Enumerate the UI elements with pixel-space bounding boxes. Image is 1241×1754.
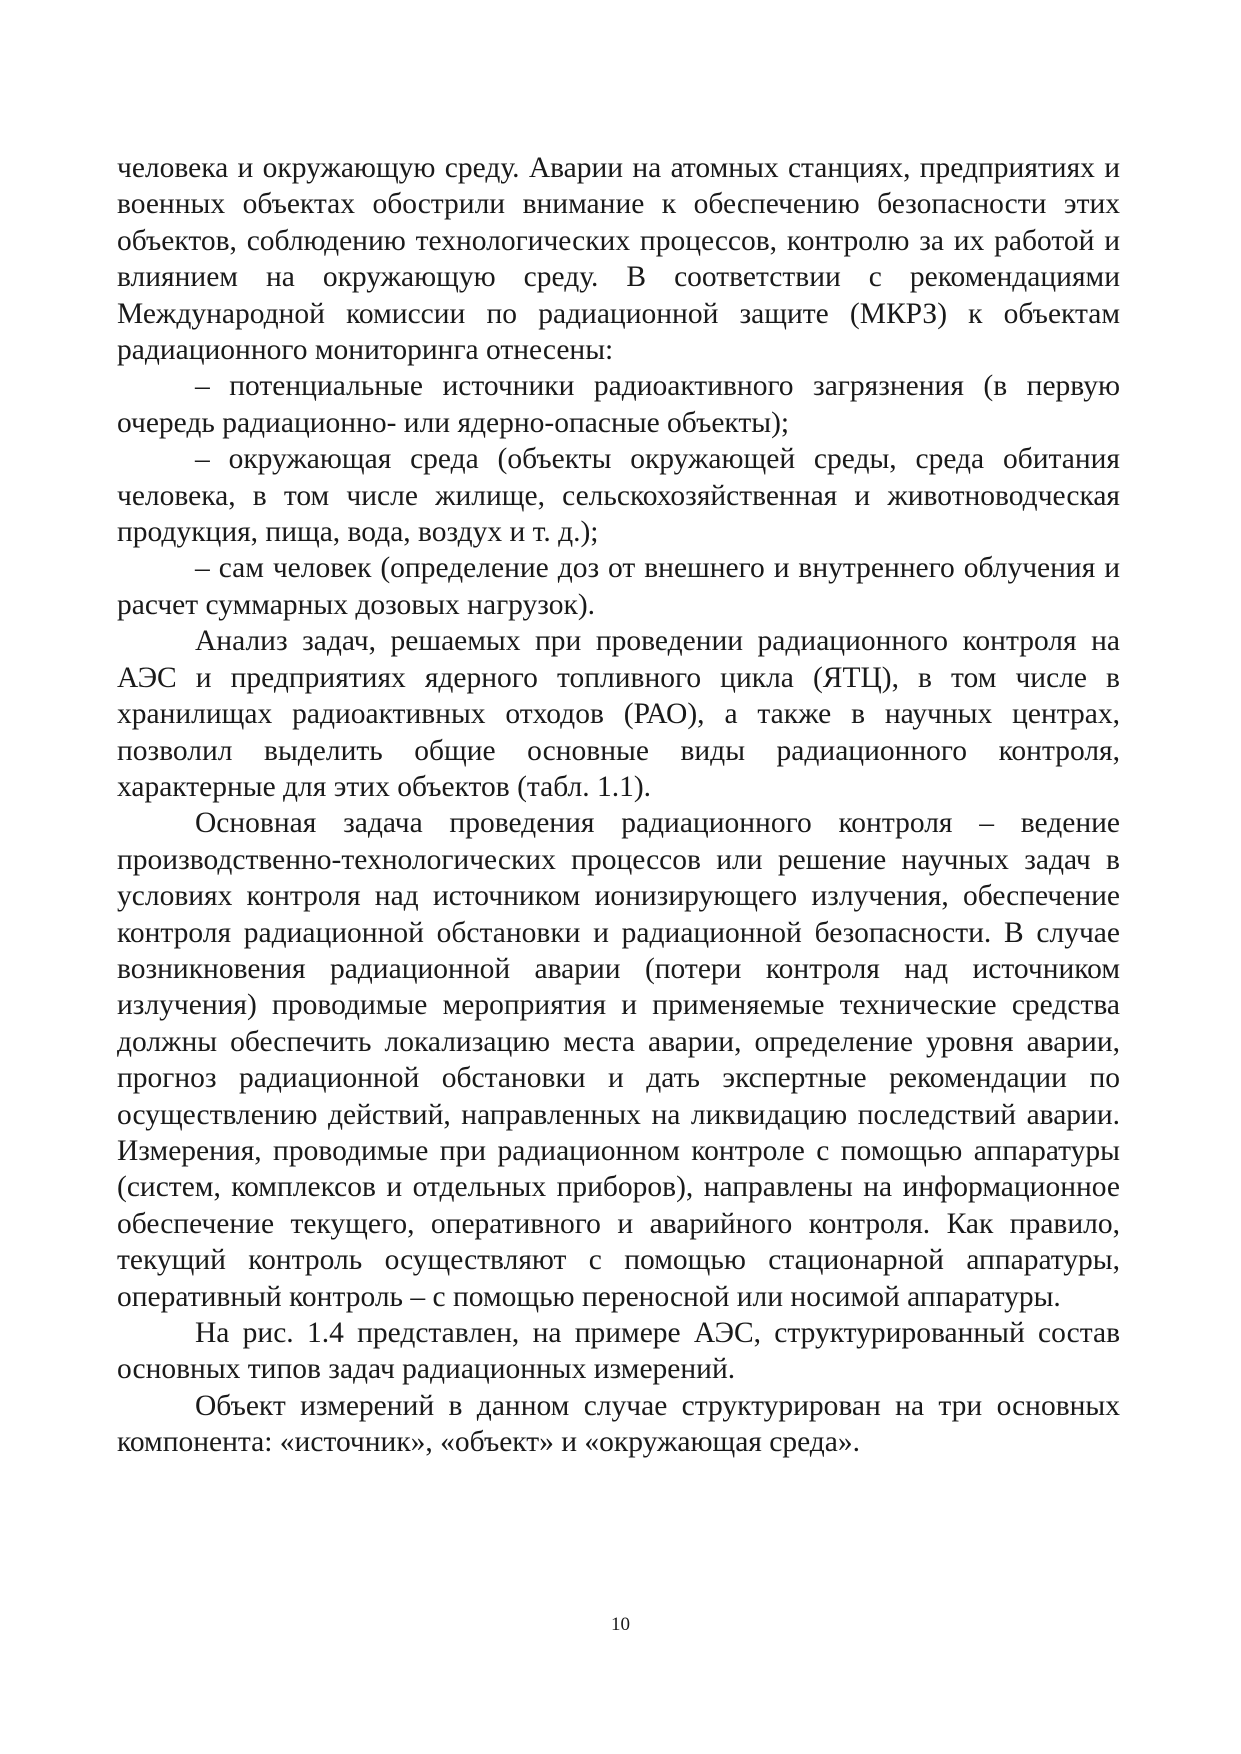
list-item-sources: – потенциальные источники радиоактивного загрязнения (в первую очередь радиационно- или ядерно-опасные объекты); [117,370,1120,439]
list-item-environment: – окружающая среда (объекты окружающей среды, среда обитания человека, в том числе жилище, сельскохозяйственная и животноводческая продукция, пища, вода, воздух и т. д.); [117,443,1120,549]
paragraph-figure-reference: На рис. 1.4 представлен, на примере АЭС, структурированный состав основных типов задач радиационных измерений. [117,1317,1120,1386]
page-number: 10 [611,1614,630,1635]
body-text [117,150,1120,1461]
paragraph-main-task: Основная задача проведения радиационного контроля – ведение производственно-технологических процессов или решение научных задач в условиях контроля над источником ионизирующего излучения, обеспечение контроля радиационной обстановки и радиационной безопасности. В случае возникновения радиационной аварии (потери контроля над источником излучения) проводимые мероприятия и применяемые технические средства должны обеспечить локализацию места аварии, определение уровня аварии, прогноз радиационной обстановки и дать экспертные рекомендации по осуществлению действий, направленных на ликвидацию последствий аварии. Измерения, проводимые при радиационном контроле с помощью аппаратуры (систем, комплексов и отдельных приборов), направлены на информационное обеспечение текущего, оперативного и аварийного контроля. Как правило, текущий контроль осуществляют с помощью стационарной аппаратуры, оперативный контроль – с помощью переносной или носимой аппаратуры. [117,807,1120,1313]
paragraph-continuation: человека и окружающую среду. Аварии на атомных станциях, предприятиях и военных объектах обострили внимание к обеспечению безопасности этих объектов, соблюдению технологических процессов, контролю за их работой и влиянием на окружающую среду. В соответствии с рекомендациями Международной комиссии по радиационной защите (МКРЗ) к объектам радиационного мониторинга отнесены: [117,152,1120,367]
list-item-human: – сам человек (определение доз от внешнего и внутреннего облучения и расчет суммарных дозовых нагрузок). [117,552,1120,621]
paragraph-analysis: Анализ задач, решаемых при проведении радиационного контроля на АЭС и предприятиях ядерного топливного цикла (ЯТЦ), в том числе в хранилищах радиоактивных отходов (РАО), а также в научных центрах, позволил выделить общие основные виды радиационного контроля, характерные для этих объектов (табл. 1.1). [117,625,1120,803]
paragraph-object-structure: Объект измерений в данном случае структурирован на три основных компонента: «источник», «объект» и «окружающая среда». [117,1389,1120,1459]
